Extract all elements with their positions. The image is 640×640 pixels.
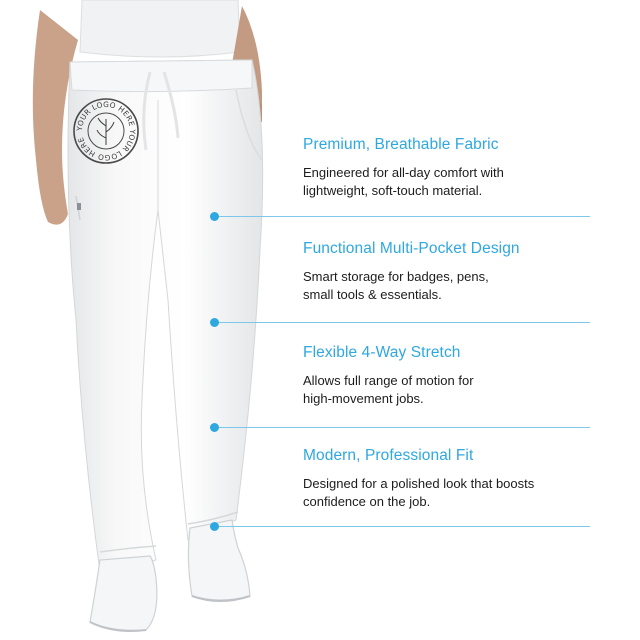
feature-1 <box>303 136 623 200</box>
feature-4 <box>303 447 623 511</box>
feature-title: Functional Multi-Pocket Design <box>303 240 520 257</box>
bullet-dot-icon <box>210 318 219 327</box>
right-shoe <box>188 520 250 600</box>
pants <box>68 60 263 572</box>
divider-2 <box>210 318 590 328</box>
divider-3 <box>210 423 590 433</box>
svg-text:YOUR LOGO HERE YOUR LOGO HERE: YOUR LOGO HERE YOUR LOGO HERE <box>74 99 138 163</box>
feature-description: Allows full range of motion for high-movement jobs. <box>303 373 474 406</box>
shirt <box>80 0 240 57</box>
bullet-dot-icon <box>210 212 219 221</box>
feature-2 <box>303 240 623 304</box>
feature-title: Flexible 4-Way Stretch <box>303 344 461 361</box>
bullet-dot-icon <box>210 522 219 531</box>
left-shoe <box>90 556 157 630</box>
feature-description: Engineered for all-day comfort with lightweight, soft-touch material. <box>303 165 504 198</box>
divider-1 <box>210 212 590 222</box>
feature-3 <box>303 344 623 408</box>
feature-description: Designed for a polished look that boosts confidence on the job. <box>303 476 535 509</box>
divider-4 <box>210 522 590 532</box>
bullet-dot-icon <box>210 423 219 432</box>
feature-description: Smart storage for badges, pens, small tools & essentials. <box>303 269 489 302</box>
feature-title: Modern, Professional Fit <box>303 447 474 464</box>
feature-title: Premium, Breathable Fabric <box>303 136 499 153</box>
